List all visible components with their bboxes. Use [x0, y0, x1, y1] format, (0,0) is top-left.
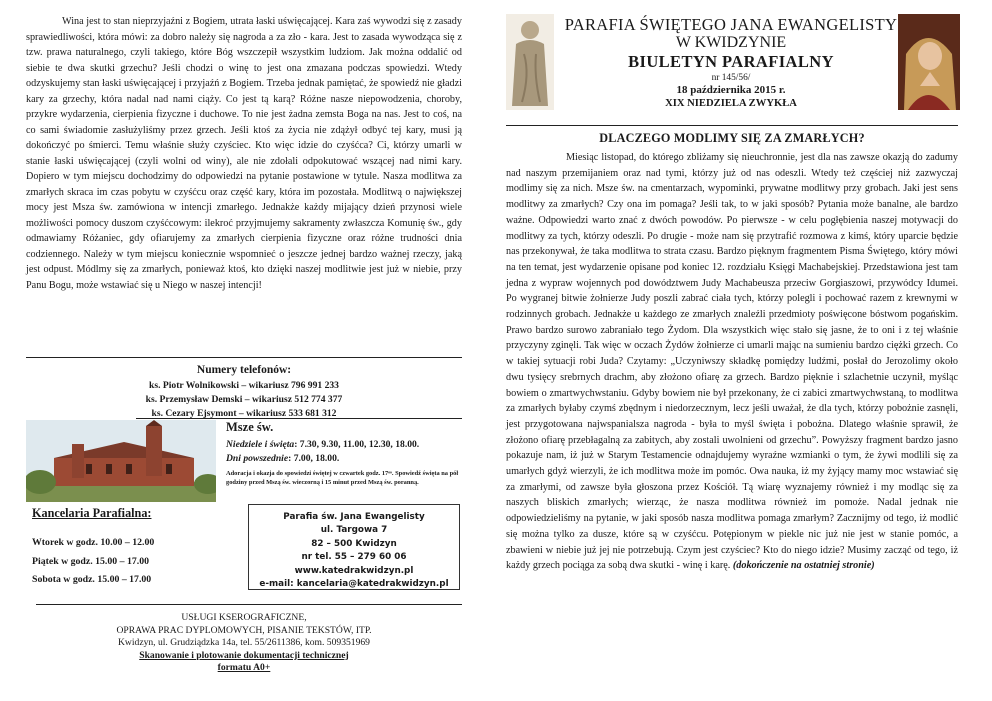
- services-line: OPRAWA PRAC DYPLOMOWYCH, PISANIE TEKSTÓW, ITP.: [116, 624, 372, 636]
- masses-title: Msze św.: [226, 420, 274, 434]
- masses-sunday: [226, 438, 462, 452]
- continuation-note: (dokończenie na ostatniej stronie): [732, 560, 875, 572]
- masses-section: [226, 420, 462, 487]
- bulletin-header: [544, 16, 918, 110]
- masses-weekday-times: : 7.00, 18.00.: [288, 453, 340, 464]
- church-photo: [26, 420, 216, 502]
- article-title: DLACZEGO MODLIMY SIĘ ZA ZMARŁYCH?: [599, 131, 865, 145]
- left-page: [26, 0, 462, 701]
- phone-line: ks. Przemysław Demski – wikariusz 512 774 377: [145, 393, 343, 405]
- phones-list: [26, 379, 462, 420]
- divider-line: [136, 418, 462, 419]
- office-hours-line: Wtorek w godz. 10.00 – 12.00: [32, 537, 155, 548]
- contact-box: [248, 504, 460, 590]
- contact-line: Parafia św. Jana Ewangelisty: [283, 512, 425, 522]
- phone-line: ks. Piotr Wolnikowski – wikariusz 796 991 233: [149, 380, 339, 391]
- masses-weekday-label: Dni powszednie: [226, 453, 289, 464]
- masses-sunday-label: Niedziele i święta: [226, 439, 295, 450]
- bulletin-title: BIULETYN PARAFIALNY: [628, 52, 834, 71]
- phones-title: Numery telefonów:: [196, 364, 292, 376]
- masses-sunday-times: : 7.30, 9.30, 11.00, 12.30, 18.00.: [294, 439, 420, 450]
- article-text: Miesiąc listopad, do którego zbliżamy się nieuchronnie, jest dla nas zawsze okazją do zadumy nad naszym przemijaniem oraz nad tymi, którzy już od nas odeszli. Wtedy też częściej niż zazwyczaj modlimy się za nich. Msze św. na cmentarzach, wypominki, prywatne modlitwy przy grobach. Jaki jest sens modlitwy za zmarłych? Czy ona im pomaga? Jeśli tak, to w jaki sposób? Pytania może banalne, ale bardzo ważne. Odpowiedzi warto znać z dwóch powodów. Po pierwsze - w celu pogłębienia naszej motywacji do modlitwy za tych, którzy odeszli. Po drugie - może nam się przytrafić rozmowa z kimś, który uparcie będzie nas przekonywał, że taka modlitwa to strata czasu. Bardzo pięknym fragmentem Pisma Świętego, który mówi na ten temat, jest wydarzenie opisane pod koniec 12. rozdziału Księgi Machabejskiej. Przedstawiona jest tam jedna z wypraw wojennych pod dowództwem Judy Machabeusza przeciw Gorgiaszowi, przywódcy Idumei. Po wygranej bitwie żołnierze Judy poszli zabrać ciała tych, którzy polegli i pochować razem z krewnymi w rodzinnych grobach. Jednakże u każdego ze zmarłych znaleźli przedmioty poświęcone bóstwom pogańskim. Prawo bardzo surowo zabraniało tego Żydom. Dla wszystkich więc stało się jasne, że to oni i z tej właśnie przyczyny zginęli. Tak więc w oczach Żydów żołnierze ci umarli mając na sumieniu bardzo ciężki grzech. Co w takiej sytuacji robi Juda? Czytamy: „Uczyniwszy składkę pomiędzy ludźmi, posłał do Jerozolimy około dwu tysięcy srebrnych drachm, aby złożono ofiarę za grzech. Bardzo pięknie i szlachetnie uczynił, myśląc bowiem o zmartwychwstaniu. Gdyby bowiem nie był przekonany, że ci zabici zmartwychwstaną, to modlitwa za zmarłych byłaby czymś zbędnym i niedorzecznym, lecz jeśli uważał, że dla tych, którzy pobożnie zasnęli, jest przygotowana najwspanialsza nagroda - była to myśl święta i pobożna. Dlatego właśnie sprawił, że złożono ofiarę przebłagalną za zabitych, aby zostali uwolnieni od grzechu”. Powyższy fragment bardzo jasno pokazuje nam, iż już w Starym Testamencie odnajdujemy wyraźne wzmianki o tym, że żywi modlili się za umarłych gdyż wierzyli, że ich modlitwa może im pomóc. Owa nauka, iż my żyjący mamy moc wstawiać się za zmarłymi, od zawsze była głoszona przez Kościół. Tą wiarę wyznajemy również i my modląc się za naszych bliskich zmarłych; wierząc, że nasza modlitwa również im pomoże. Nadal jednak nie odpowiedzieliśmy na pytanie, w jaki sposób nasza modlitwa pomaga zmarłym? Zacznijmy od tego, iż modlić się można tylko za dusze, które są w czyśćcu. Potępionym w piekle nic już nie jest w stanie pomóc, a zbawieni w niebie już jej nie potrzebują. Czym jest czyściec? Kto do niego idzie? Musimy zacząć od tego, iż każdy grzech pociąga za sobą dwa skutki - winę i karę.: [506, 152, 958, 572]
- services-line-underlined: Skanowanie i plotowanie dokumentacji technicznej: [139, 649, 349, 661]
- liturgical-sunday: XIX NIEDZIELA ZWYKŁA: [665, 98, 797, 109]
- divider-line: [506, 125, 958, 126]
- office-hours: [32, 534, 154, 590]
- services-line-underlined: formatu A0+: [217, 662, 271, 674]
- email-link[interactable]: e-mail: kancelaria@katedrakwidzyn.pl: [259, 579, 449, 590]
- website-link[interactable]: www.katedrakwidzyn.pl: [294, 565, 414, 576]
- contact-line: 82 – 500 Kwidzyn: [311, 538, 397, 549]
- contact-line: nr tel. 55 – 279 60 06: [301, 552, 407, 563]
- office-title: Kancelaria Parafialna:: [32, 506, 152, 520]
- contact-line: ul. Targowa 7: [320, 525, 388, 536]
- parish-city: W KWIDZYNIE: [675, 34, 787, 51]
- masses-weekday: [226, 452, 462, 466]
- issue-date: 18 października 2015 r.: [676, 84, 786, 96]
- intro-text: Wina jest to stan nieprzyjaźni z Bogiem, utrata łaski uświęcającej. Kara zaś wywodzi się z zasady sprawiedliwości, która mówi: za dobro należy się nagroda a za zło - kara. Jest to zasada wywodząca się z tzw. prawa naturalnego, czyli takiego, które Bóg wszczepił wszystkim ludziom. Jak można oddalić od siebie te dwa skutki grzechu? Jeśli chodzi o winę to jest ona zmazana podczas spowiedzi. Wtedy odzyskujemy stan łaski uświęcającej i przyjaźń z Bogiem. Trzeba jednak pamiętać, że spowiedź nie gładzi kary za grzechy, która nadal nad nami ciąży. Co jest tą karą? Różne nasze niepowodzenia, choroby, przykre wydarzenia, cierpienia fizyczne i duchowe. To nie jest żadna zemsta Boga na nas. Jest to coś, na co sami świadomie zasłużyliśmy przez grzech. Jeśli ktoś za życia nie zdążył odbyć tej kary, musi ją dokończyć po śmierci. Temu właśnie służy czyściec. Kto więc idzie do czyśćca? Ci, którzy umarli w stanie łaski uświęcającej (czyli wolni od winy), ale nie zdołali odpokutować wszącej nad nimi kary. Dopiero w tym miejscu dochodzimy do odpowiedzi na pytanie postawione w tytule. Nasza modlitwa za zmarłych skraca im czas pobytu w czyśćcu oraz część kary, która im pozostała. Modlitwą o największej mocy jest Msza św. zamówiona w intencji zmarłego. Jednakże każdy mijający dzień przynosi wiele możliwości pomocy duszom czyśćcowym: ilekroć przyjmujemy sakramenty zwłaszcza Komunię św., gdy odmawiamy Różaniec, gdy ofiarujemy za zmarłych cierpienia fizyczne oraz różne trudności dnia codziennego. Należy w tym miejscu koniecznie wspomnieć o jeszcze jednej bardzo ważnej rzeczy, jaką jest odpust. Módlmy się za zmarłych, ponieważ ktoś, kto dzięki naszej modlitwie jest już w niebie, przy Panu Bogu, może wstawiać się u Niego w naszej intencji!: [26, 16, 462, 291]
- phone-line: ks. Cezary Ejsymont – wikariusz 533 681 312: [151, 407, 337, 419]
- services-line: USŁUGI KSEROGRAFICZNE,: [181, 612, 307, 623]
- office-hours-line: Sobota w godz. 15.00 – 17.00: [32, 574, 152, 585]
- services-ad: [26, 612, 462, 675]
- praying-woman-painting: [898, 14, 960, 110]
- services-line: Kwidzyn, ul. Grudziądzka 14a, tel. 55/2611386, kom. 509351969: [118, 637, 370, 649]
- divider-line: [36, 604, 462, 605]
- office-hours-line: Piątek w godz. 15.00 – 17.00: [32, 555, 150, 567]
- issue-number: nr 145/56/: [711, 73, 751, 83]
- parish-name: PARAFIA ŚWIĘTEGO JANA EWANGELISTY: [564, 15, 898, 34]
- masses-note: Adoracja i okazja do spowiedzi świętej w czwartek godz. 17ᵒᵒ. Spowiedź święta na pół godziny przed Mszą św. wieczorną i 15 minut przed Mszą św. poranną.: [226, 470, 459, 486]
- divider-line: [26, 357, 462, 358]
- article-body: [506, 150, 958, 574]
- right-page: [506, 0, 958, 701]
